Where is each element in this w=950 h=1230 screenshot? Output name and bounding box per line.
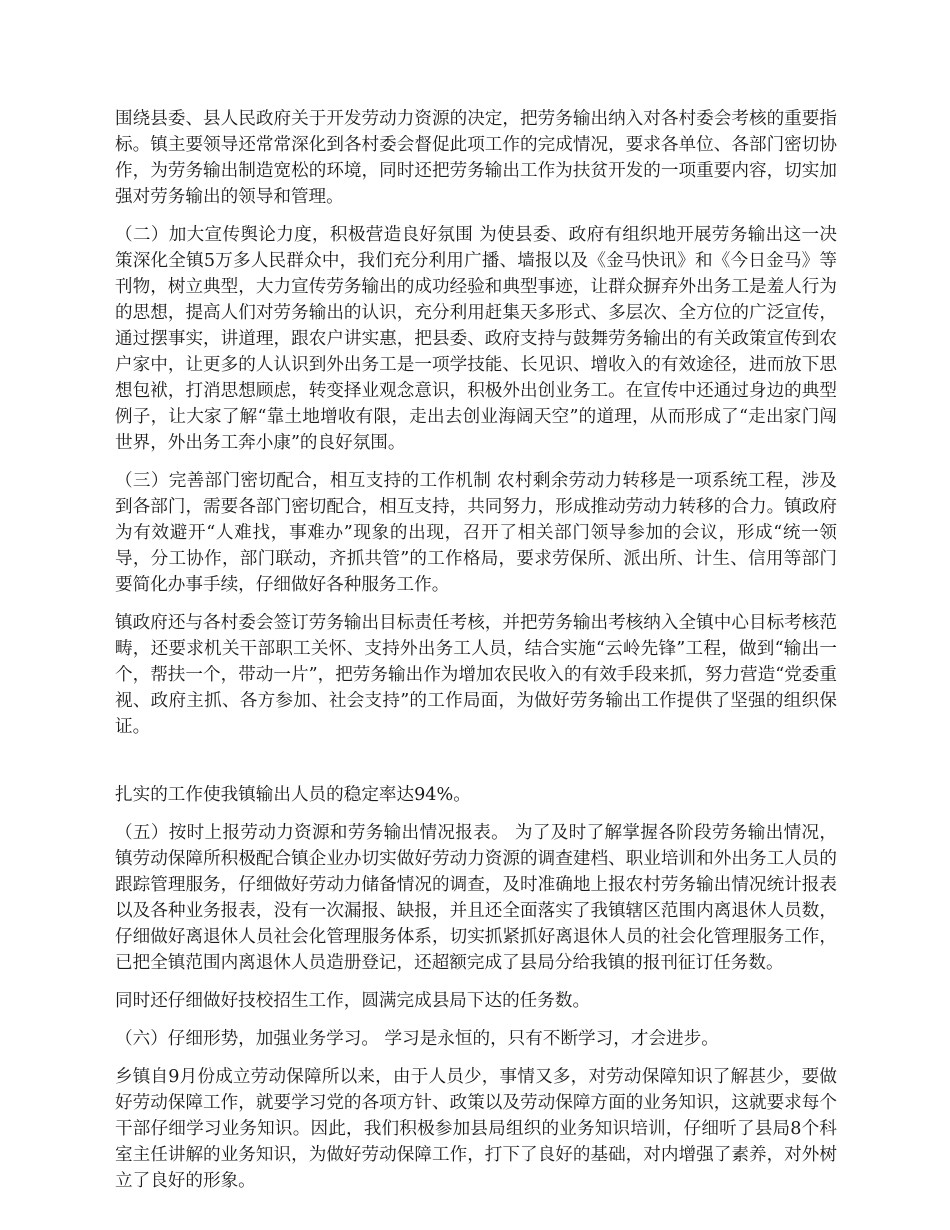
paragraph-responsibility: 镇政府还与各村委会签订劳务输出目标责任考核，并把劳务输出考核纳入全镇中心目标考核范畴，还要求机关干部职工关怀、支持外出务工人员，结合实施“云岭先锋”工程，做到“输出一个，帮扶一个，带动一片”，把劳务输出作为增加农民收入的有效手段来抓，努力营造“党委重视、政府主抓、各方参加、社会支持”的工作局面，为做好劳务输出工作提供了坚强的组织保证。 — [115, 613, 837, 737]
paragraph-study: 乡镇自9月份成立劳动保障所以来，由于人员少，事情又多，对劳动保障知识了解甚少，要做好劳动保障工作，就要学习党的各项方针、政策以及劳动保障方面的业务知识，这就要求每个干部仔细学习业务知识。因此，我们积极参加县局组织的业务知识培训，仔细听了县局8个科室主任讲解的业务知识，为做好劳动保障工作，打下了良好的基础，对内增强了素养，对外树立了良好的形象。 — [115, 1067, 837, 1191]
paragraph-enrollment: 同时还仔细做好技校招生工作，圆满完成县局下达的任务数。 — [115, 991, 591, 1011]
paragraph-reports: （五）按时上报劳动力资源和劳务输出情况报表。 为了及时了解掌握各阶段劳务输出情况，镇劳动保障所积极配合镇企业办切实做好劳动力资源的调查建档、职业培训和外出务工人员的跟踪管理服务，仔细做好劳动力储备情况的调查，及时准确地上报农村劳务输出情况统计报表以及各种业务报表，没有一次漏报、缺报，并且还全面落实了我镇辖区范围内离退休人员数，仔细做好离退休人员社会化管理服务体系，切实抓紧抓好离退休人员的社会化管理服务工作，已把全镇范围内离退休人员造册登记，还超额完成了县局分给我镇的报刊征订任务数。 — [115, 823, 837, 973]
paragraph-cooperation: （三）完善部门密切配合，相互支持的工作机制 农村剩余劳动力转移是一项系统工程，涉及到各部门，需要各部门密切配合，相互支持，共同努力，形成推动劳动力转移的合力。镇政府为有效避开“人难找，事难办”现象的出现，召开了相关部门领导参加的会议，形成“统一领导，分工协作，部门联动，齐抓共管”的工作格局，要求劳保所、派出所、计生、信用等部门要简化办事手续，仔细做好各种服务工作。 — [115, 471, 837, 595]
paragraph-stability-rate: 扎实的工作使我镇输出人员的稳定率达94%。 — [115, 785, 471, 805]
paragraph-publicity: （二）加大宣传舆论力度，积极营造良好氛围 为使县委、政府有组织地开展劳务输出这一决策深化全镇5万多人民群众中，我们充分利用广播、墙报以及《金马快讯》和《今日金马》等刊物，树立典型，大力宣传劳务输出的成功经验和典型事迹，让群众摒弃外出务工是羞人行为的思想，提高人们对劳务输出的认识，充分利用赶集天多形式、多层次、全方位的广泛宣传，通过摆事实，讲道理，跟农户讲实惠，把县委、政府支持与鼓舞劳务输出的有关政策宣传到农户家中，让更多的人认识到外出务工是一项学技能、长见识、增收入的有效途径，进而放下思想包袱，打消思想顾虑，转变择业观念意识，积极外出创业务工。在宣传中还通过身边的典型例子，让大家了解“靠土地增收有限，走出去创业海阔天空”的道理，从而形成了“走出家门闯世界，外出务工奔小康”的良好氛围。 — [115, 225, 837, 453]
document-body — [115, 106, 837, 1206]
paragraph-study-heading: （六）仔细形势，加强业务学习。 学习是永恒的，只有不断学习，才会进步。 — [115, 1029, 719, 1049]
paragraph-leadership: 围绕县委、县人民政府关于开发劳动力资源的决定，把劳务输出纳入对各村委会考核的重要指标。镇主要领导还常常深化到各村委会督促此项工作的完成情况，要求各单位、各部门密切协作，为劳务输出制造宽松的环境，同时还把劳务输出工作为扶贫开发的一项重要内容，切实加强对劳务输出的领导和管理。 — [115, 109, 837, 207]
